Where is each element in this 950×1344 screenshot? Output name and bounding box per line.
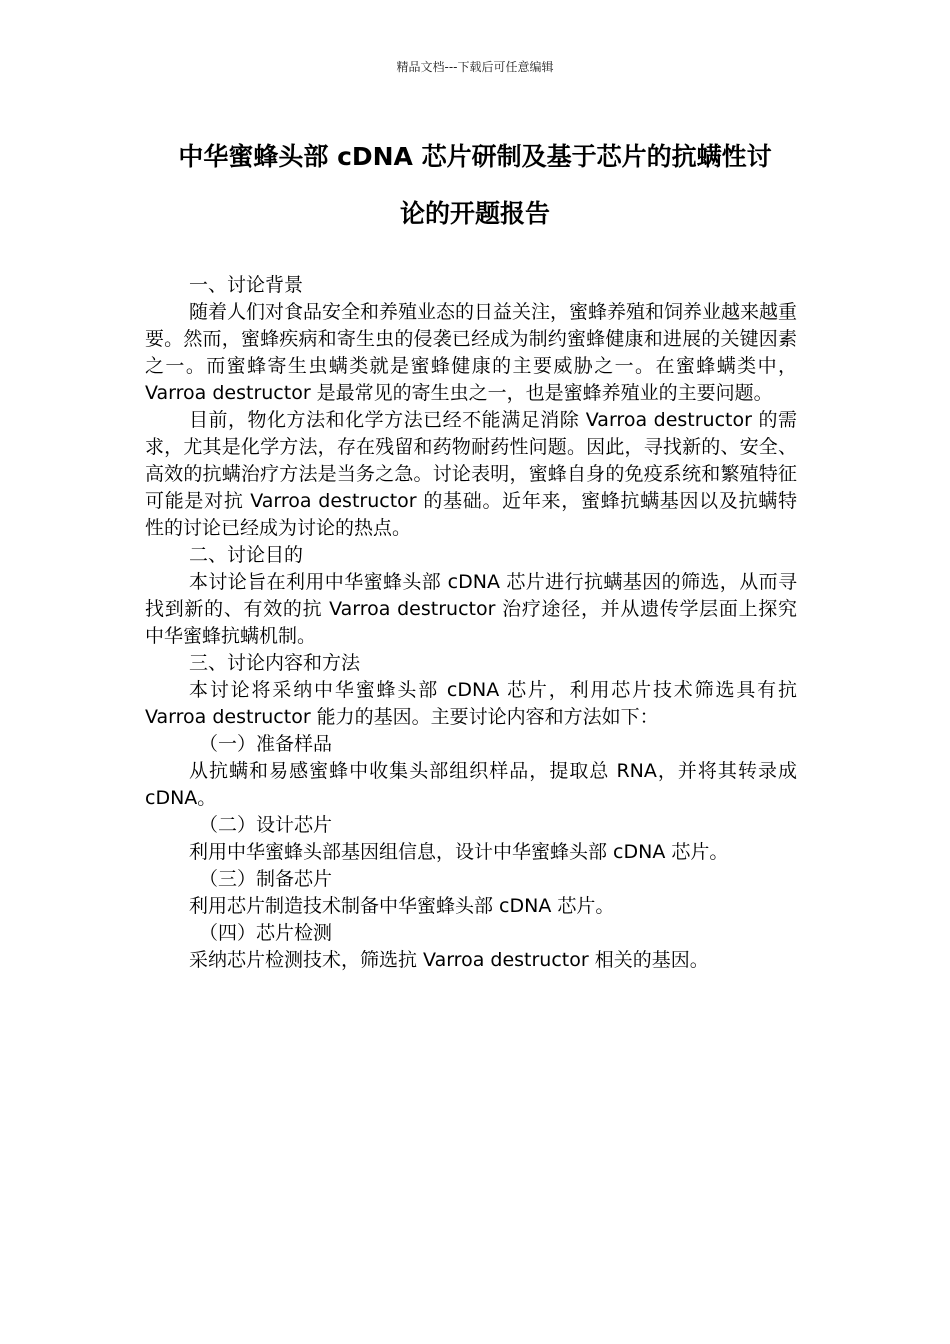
subsection-heading: （三）制备芯片 [199,868,333,890]
subsection-heading: （四）芯片检测 [199,922,333,944]
subsection-heading: （二）设计芯片 [199,814,333,836]
title-line-2: 论的开题报告 [399,199,550,228]
section-heading: 二、讨论目的 [189,544,304,566]
paragraph: 利用中华蜜蜂头部基因组信息，设计中华蜜蜂头部 cDNA 芯片。 [189,841,729,863]
section-heading: 一、讨论背景 [189,274,304,296]
document-body [145,272,797,974]
section-heading: 三、讨论内容和方法 [189,652,361,674]
page-header: 精品文档---下载后可任意编辑 [396,60,554,74]
paragraph: 目前，物化方法和化学方法已经不能满足消除 Varroa destructor 的需求，尤其是化学方法，存在残留和药物耐药性问题。因此，寻找新的、安全、高效的抗螨治疗方法是当务之急。讨论表明，蜜蜂自身的免疫系统和繁殖特征可能是对抗 Varroa destructor 的基础。近年来，蜜蜂抗螨基因以及抗螨特性的讨论已经成为讨论的热点。 [145,409,797,539]
title-line-1: 中华蜜蜂头部 cDNA 芯片研制及基于芯片的抗螨性讨 [178,142,772,171]
paragraph: 采纳芯片检测技术，筛选抗 Varroa destructor 相关的基因。 [189,949,709,971]
paragraph: 利用芯片制造技术制备中华蜜蜂头部 cDNA 芯片。 [189,895,615,917]
paragraph: 随着人们对食品安全和养殖业态的日益关注，蜜蜂养殖和饲养业越来越重要。然而，蜜蜂疾病和寄生虫的侵袭已经成为制约蜜蜂健康和进展的关键因素之一。而蜜蜂寄生虫螨类就是蜜蜂健康的主要威胁之一。在蜜蜂螨类中，Varroa destructor 是最常见的寄生虫之一，也是蜜蜂养殖业的主要问题。 [145,301,798,404]
paragraph: 从抗螨和易感蜜蜂中收集头部组织样品，提取总 RNA，并将其转录成 cDNA。 [145,760,797,809]
paragraph: 本讨论将采纳中华蜜蜂头部 cDNA 芯片，利用芯片技术筛选具有抗 Varroa destructor 能力的基因。主要讨论内容和方法如下： [145,679,797,728]
paragraph: 本讨论旨在利用中华蜜蜂头部 cDNA 芯片进行抗螨基因的筛选，从而寻找到新的、有效的抗 Varroa destructor 治疗途径，并从遗传学层面上探究中华蜜蜂抗螨机制。 [145,571,797,647]
subsection-heading: （一）准备样品 [199,733,333,755]
document-title [140,128,810,242]
